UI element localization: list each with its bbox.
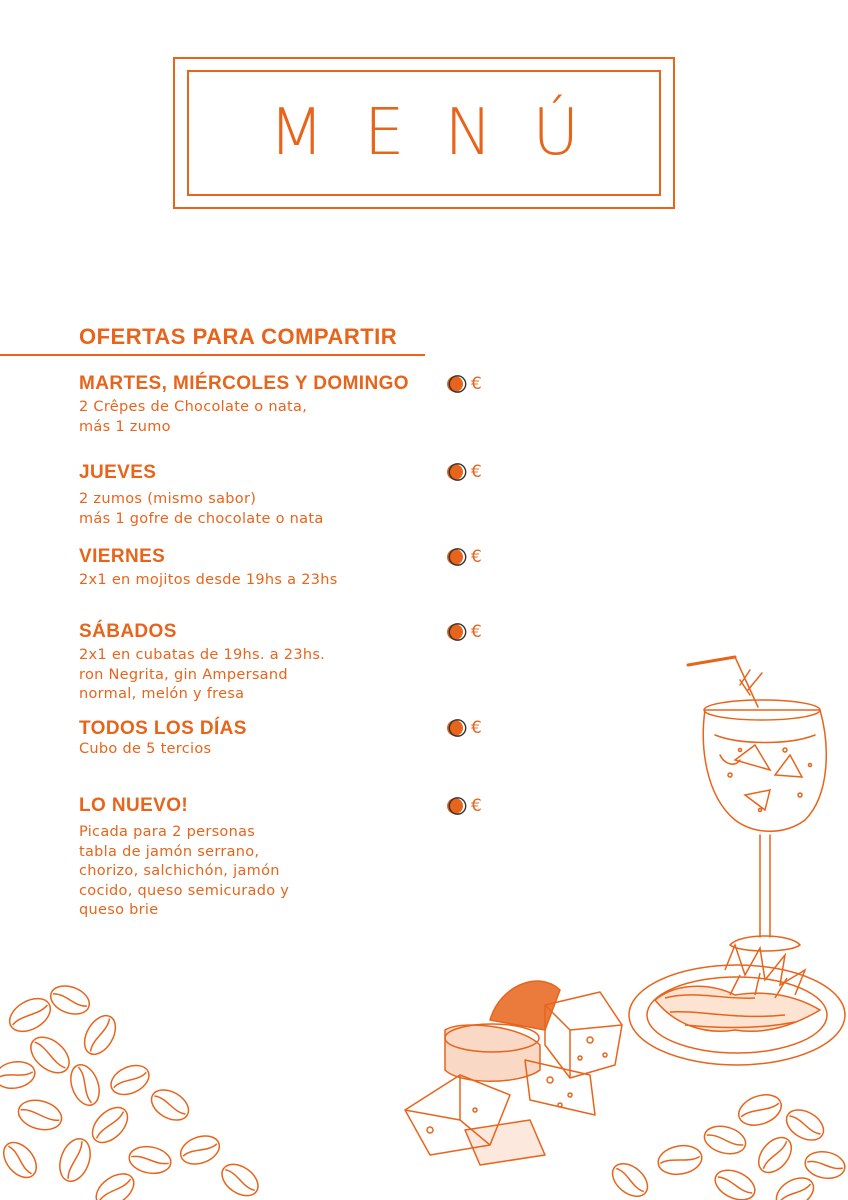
section-title: OFERTAS PARA COMPARTIR [79, 324, 398, 349]
price-currency: € [471, 462, 482, 482]
menu-item-description: 2 Crêpes de Chocolate o nata, más 1 zumo [79, 399, 308, 435]
menu-title-inner-frame [187, 70, 661, 196]
section-divider [0, 354, 425, 356]
price-dot-icon [445, 621, 469, 643]
menu-item-name: TODOS LOS DÍAS [79, 718, 247, 739]
menu-item [79, 718, 247, 760]
menu-title: MENÚ [268, 96, 620, 170]
coffee-beans-illustration [600, 1085, 848, 1200]
menu-title-frame [173, 57, 675, 209]
menu-item-description: 2x1 en cubatas de 19hs. a 23hs. ron Negrita, gin Ampersand normal, melón y fresa [79, 647, 326, 702]
cheese-board-illustration [400, 970, 630, 1170]
menu-item-name: SÁBADOS [79, 621, 177, 642]
coffee-beans-illustration [0, 975, 270, 1200]
menu-item-price [445, 461, 482, 483]
menu-item-description: Picada para 2 personas tabla de jamón serrano, chorizo, salchichón, jamón cocido, queso semicurado y queso brie [79, 824, 290, 918]
price-dot-icon [445, 717, 469, 739]
menu-item-price [445, 717, 482, 739]
menu-item-price [445, 621, 482, 643]
menu-item-price [445, 373, 482, 395]
menu-item-name: VIERNES [79, 546, 166, 567]
menu-item [79, 621, 325, 705]
menu-item-name: MARTES, MIÉRCOLES Y DOMINGO [79, 373, 409, 394]
menu-item-description: Cubo de 5 tercios [79, 741, 212, 757]
food-plate-illustration [625, 940, 848, 1080]
menu-item-name: JUEVES [79, 462, 157, 483]
price-currency: € [471, 718, 482, 738]
menu-item-description: 2x1 en mojitos desde 19hs a 23hs [79, 572, 338, 588]
menu-item [79, 546, 338, 591]
menu-item-price [445, 795, 482, 817]
price-dot-icon [445, 795, 469, 817]
cocktail-glass-illustration [680, 655, 848, 960]
price-dot-icon [445, 373, 469, 395]
price-currency: € [471, 796, 482, 816]
price-dot-icon [445, 461, 469, 483]
menu-item [79, 462, 324, 529]
menu-item-name: LO NUEVO! [79, 795, 189, 816]
menu-item [79, 795, 289, 921]
menu-item-description: 2 zumos (mismo sabor) más 1 gofre de chocolate o nata [79, 491, 324, 527]
menu-item-price [445, 546, 482, 568]
menu-item [79, 373, 409, 437]
price-currency: € [471, 547, 482, 567]
price-currency: € [471, 622, 482, 642]
price-dot-icon [445, 546, 469, 568]
price-currency: € [471, 374, 482, 394]
